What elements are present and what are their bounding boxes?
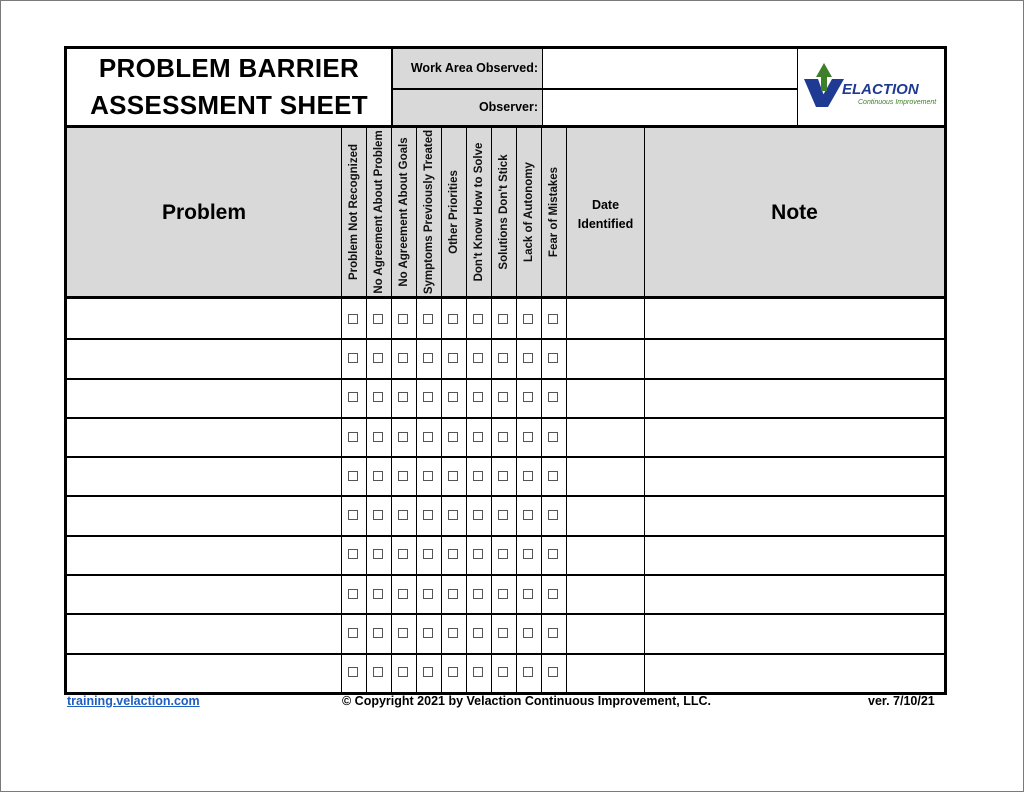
work-area-input[interactable] [543,49,797,88]
barrier-checkbox-3[interactable] [398,471,408,481]
title-block [67,49,393,125]
note-column-header: Note [771,201,818,224]
barrier-checkbox-2[interactable] [373,392,383,402]
barrier-checkbox-8[interactable] [523,628,533,638]
barrier-checkbox-3[interactable] [398,353,408,363]
note-cell[interactable] [645,496,944,535]
note-cell[interactable] [645,535,944,574]
barrier-checkbox-5[interactable] [448,589,458,599]
barrier-checkbox-8[interactable] [523,589,533,599]
barrier-checkbox-5[interactable] [448,432,458,442]
barrier-checkbox-7[interactable] [498,667,508,677]
note-cell[interactable] [645,417,944,456]
barrier-checkbox-9[interactable] [548,628,558,638]
footer-copyright: © Copyright 2021 by Velaction Continuous Improvement, LLC. [342,694,711,708]
date-cell[interactable] [567,456,644,495]
problem-cell[interactable] [67,338,341,377]
barrier-checkbox-4[interactable] [423,314,433,324]
table-row [67,338,944,377]
barrier-checkbox-9[interactable] [548,353,558,363]
logo-name: ELACTION [842,81,919,98]
barrier-header-3: No Agreement About Goals [397,137,410,287]
barrier-checkbox-8[interactable] [523,510,533,520]
barrier-header-1: Problem Not Recognized [347,143,360,281]
barrier-checkbox-8[interactable] [523,314,533,324]
date-cell[interactable] [567,378,644,417]
footer-link[interactable] [67,694,200,708]
work-area-label: Work Area Observed: [393,49,543,88]
note-cell[interactable] [645,456,944,495]
barrier-checkbox-9[interactable] [548,510,558,520]
barrier-checkbox-6[interactable] [473,510,483,520]
barrier-checkbox-7[interactable] [498,432,508,442]
barrier-checkbox-6[interactable] [473,471,483,481]
table-row [67,456,944,495]
barrier-checkbox-8[interactable] [523,549,533,559]
date-header-line-1: Date [591,198,620,212]
problem-cell[interactable] [67,378,341,417]
barrier-checkbox-7[interactable] [498,510,508,520]
barrier-checkbox-6[interactable] [473,667,483,677]
barrier-checkbox-9[interactable] [548,432,558,442]
barrier-checkbox-4[interactable] [423,471,433,481]
barrier-checkbox-1[interactable] [348,432,358,442]
date-cell[interactable] [567,535,644,574]
barrier-checkbox-4[interactable] [423,628,433,638]
barrier-checkbox-1[interactable] [348,471,358,481]
note-cell[interactable] [645,653,944,692]
barrier-checkbox-3[interactable] [398,549,408,559]
barrier-checkbox-6[interactable] [473,589,483,599]
barrier-checkbox-8[interactable] [523,667,533,677]
barrier-checkbox-1[interactable] [348,667,358,677]
barrier-checkbox-2[interactable] [373,314,383,324]
problem-cell[interactable] [67,299,341,338]
barrier-header-8: Lack of Autonomy [522,162,535,262]
date-column-header [567,196,644,234]
barrier-checkbox-2[interactable] [373,353,383,363]
barrier-checkbox-5[interactable] [448,510,458,520]
barrier-checkbox-3[interactable] [398,628,408,638]
field-divider [393,88,797,90]
barrier-checkbox-5[interactable] [448,392,458,402]
barrier-checkbox-3[interactable] [398,667,408,677]
table-row [67,417,944,456]
barrier-header-6: Don't Know How to Solve [472,142,485,282]
problem-cell[interactable] [67,653,341,692]
note-cell[interactable] [645,574,944,613]
barrier-checkbox-4[interactable] [423,432,433,442]
table-row [67,574,944,613]
barrier-header-4: Symptoms Previously Treated [422,129,435,295]
barrier-checkbox-1[interactable] [348,314,358,324]
barrier-checkbox-9[interactable] [548,549,558,559]
training-link[interactable]: training.velaction.com [67,694,200,708]
barrier-checkbox-6[interactable] [473,353,483,363]
problem-cell[interactable] [67,574,341,613]
logo-tagline: Continuous Improvement [858,99,937,106]
barrier-checkbox-2[interactable] [373,432,383,442]
barrier-checkbox-8[interactable] [523,471,533,481]
barrier-checkbox-4[interactable] [423,353,433,363]
table-row [67,613,944,652]
barrier-checkbox-7[interactable] [498,392,508,402]
barrier-checkbox-9[interactable] [548,314,558,324]
problem-cell[interactable] [67,613,341,652]
barrier-checkbox-2[interactable] [373,667,383,677]
barrier-checkbox-7[interactable] [498,353,508,363]
date-cell[interactable] [567,417,644,456]
barrier-checkbox-9[interactable] [548,392,558,402]
problem-column-header: Problem [161,201,247,224]
barrier-checkbox-2[interactable] [373,589,383,599]
barrier-checkbox-6[interactable] [473,549,483,559]
barrier-checkbox-4[interactable] [423,392,433,402]
barrier-header-7: Solutions Don't Stick [497,154,510,270]
barrier-checkbox-9[interactable] [548,589,558,599]
footer-version: ver. 7/10/21 [868,694,935,708]
note-cell[interactable] [645,299,944,338]
barrier-checkbox-9[interactable] [548,667,558,677]
barrier-checkbox-6[interactable] [473,432,483,442]
barrier-checkbox-8[interactable] [523,353,533,363]
barrier-checkbox-8[interactable] [523,432,533,442]
barrier-checkbox-3[interactable] [398,392,408,402]
date-cell[interactable] [567,299,644,338]
barrier-header-9: Fear of Mistakes [547,166,560,258]
problem-cell[interactable] [67,496,341,535]
problem-cell[interactable] [67,456,341,495]
barrier-checkbox-5[interactable] [448,353,458,363]
barrier-checkbox-8[interactable] [523,392,533,402]
note-cell[interactable] [645,378,944,417]
observer-input[interactable] [543,89,797,125]
problem-cell[interactable] [67,535,341,574]
barrier-checkbox-3[interactable] [398,314,408,324]
table-row [67,535,944,574]
title-line-2: ASSESSMENT SHEET [90,90,368,120]
barrier-checkbox-1[interactable] [348,628,358,638]
barrier-checkbox-4[interactable] [423,510,433,520]
title-line-1: PROBLEM BARRIER [98,53,360,83]
barrier-checkbox-7[interactable] [498,589,508,599]
barrier-checkbox-1[interactable] [348,353,358,363]
barrier-checkbox-2[interactable] [373,549,383,559]
observer-label: Observer: [393,89,543,125]
barrier-checkbox-6[interactable] [473,392,483,402]
table-row [67,299,944,338]
date-cell[interactable] [567,338,644,377]
barrier-checkbox-7[interactable] [498,549,508,559]
barrier-checkbox-5[interactable] [448,314,458,324]
barrier-checkbox-7[interactable] [498,628,508,638]
barrier-checkbox-2[interactable] [373,471,383,481]
barrier-checkbox-2[interactable] [373,510,383,520]
date-cell[interactable] [567,613,644,652]
table-row [67,496,944,535]
date-header-line-2: Identified [577,217,634,231]
barrier-header-5: Other Priorities [447,170,460,254]
velaction-logo [797,49,945,125]
barrier-checkbox-3[interactable] [398,432,408,442]
barrier-checkbox-4[interactable] [423,549,433,559]
note-cell[interactable] [645,613,944,652]
barrier-checkbox-5[interactable] [448,471,458,481]
barrier-checkbox-7[interactable] [498,471,508,481]
barrier-checkbox-7[interactable] [498,314,508,324]
barrier-checkbox-4[interactable] [423,589,433,599]
barrier-checkbox-4[interactable] [423,667,433,677]
table-row [67,378,944,417]
barrier-checkbox-1[interactable] [348,589,358,599]
date-cell[interactable] [567,496,644,535]
barrier-checkbox-1[interactable] [348,392,358,402]
barrier-checkbox-6[interactable] [473,628,483,638]
problem-cell[interactable] [67,417,341,456]
barrier-checkbox-5[interactable] [448,549,458,559]
barrier-checkbox-3[interactable] [398,589,408,599]
table-row [67,653,944,692]
barrier-checkbox-9[interactable] [548,471,558,481]
barrier-checkbox-6[interactable] [473,314,483,324]
date-cell[interactable] [567,653,644,692]
barrier-checkbox-5[interactable] [448,667,458,677]
assessment-sheet [64,46,947,695]
barrier-checkbox-1[interactable] [348,510,358,520]
barrier-checkbox-3[interactable] [398,510,408,520]
note-cell[interactable] [645,338,944,377]
barrier-checkbox-1[interactable] [348,549,358,559]
date-cell[interactable] [567,574,644,613]
barrier-checkbox-2[interactable] [373,628,383,638]
barrier-header-2: No Agreement About Problem [372,130,385,294]
barrier-checkbox-5[interactable] [448,628,458,638]
